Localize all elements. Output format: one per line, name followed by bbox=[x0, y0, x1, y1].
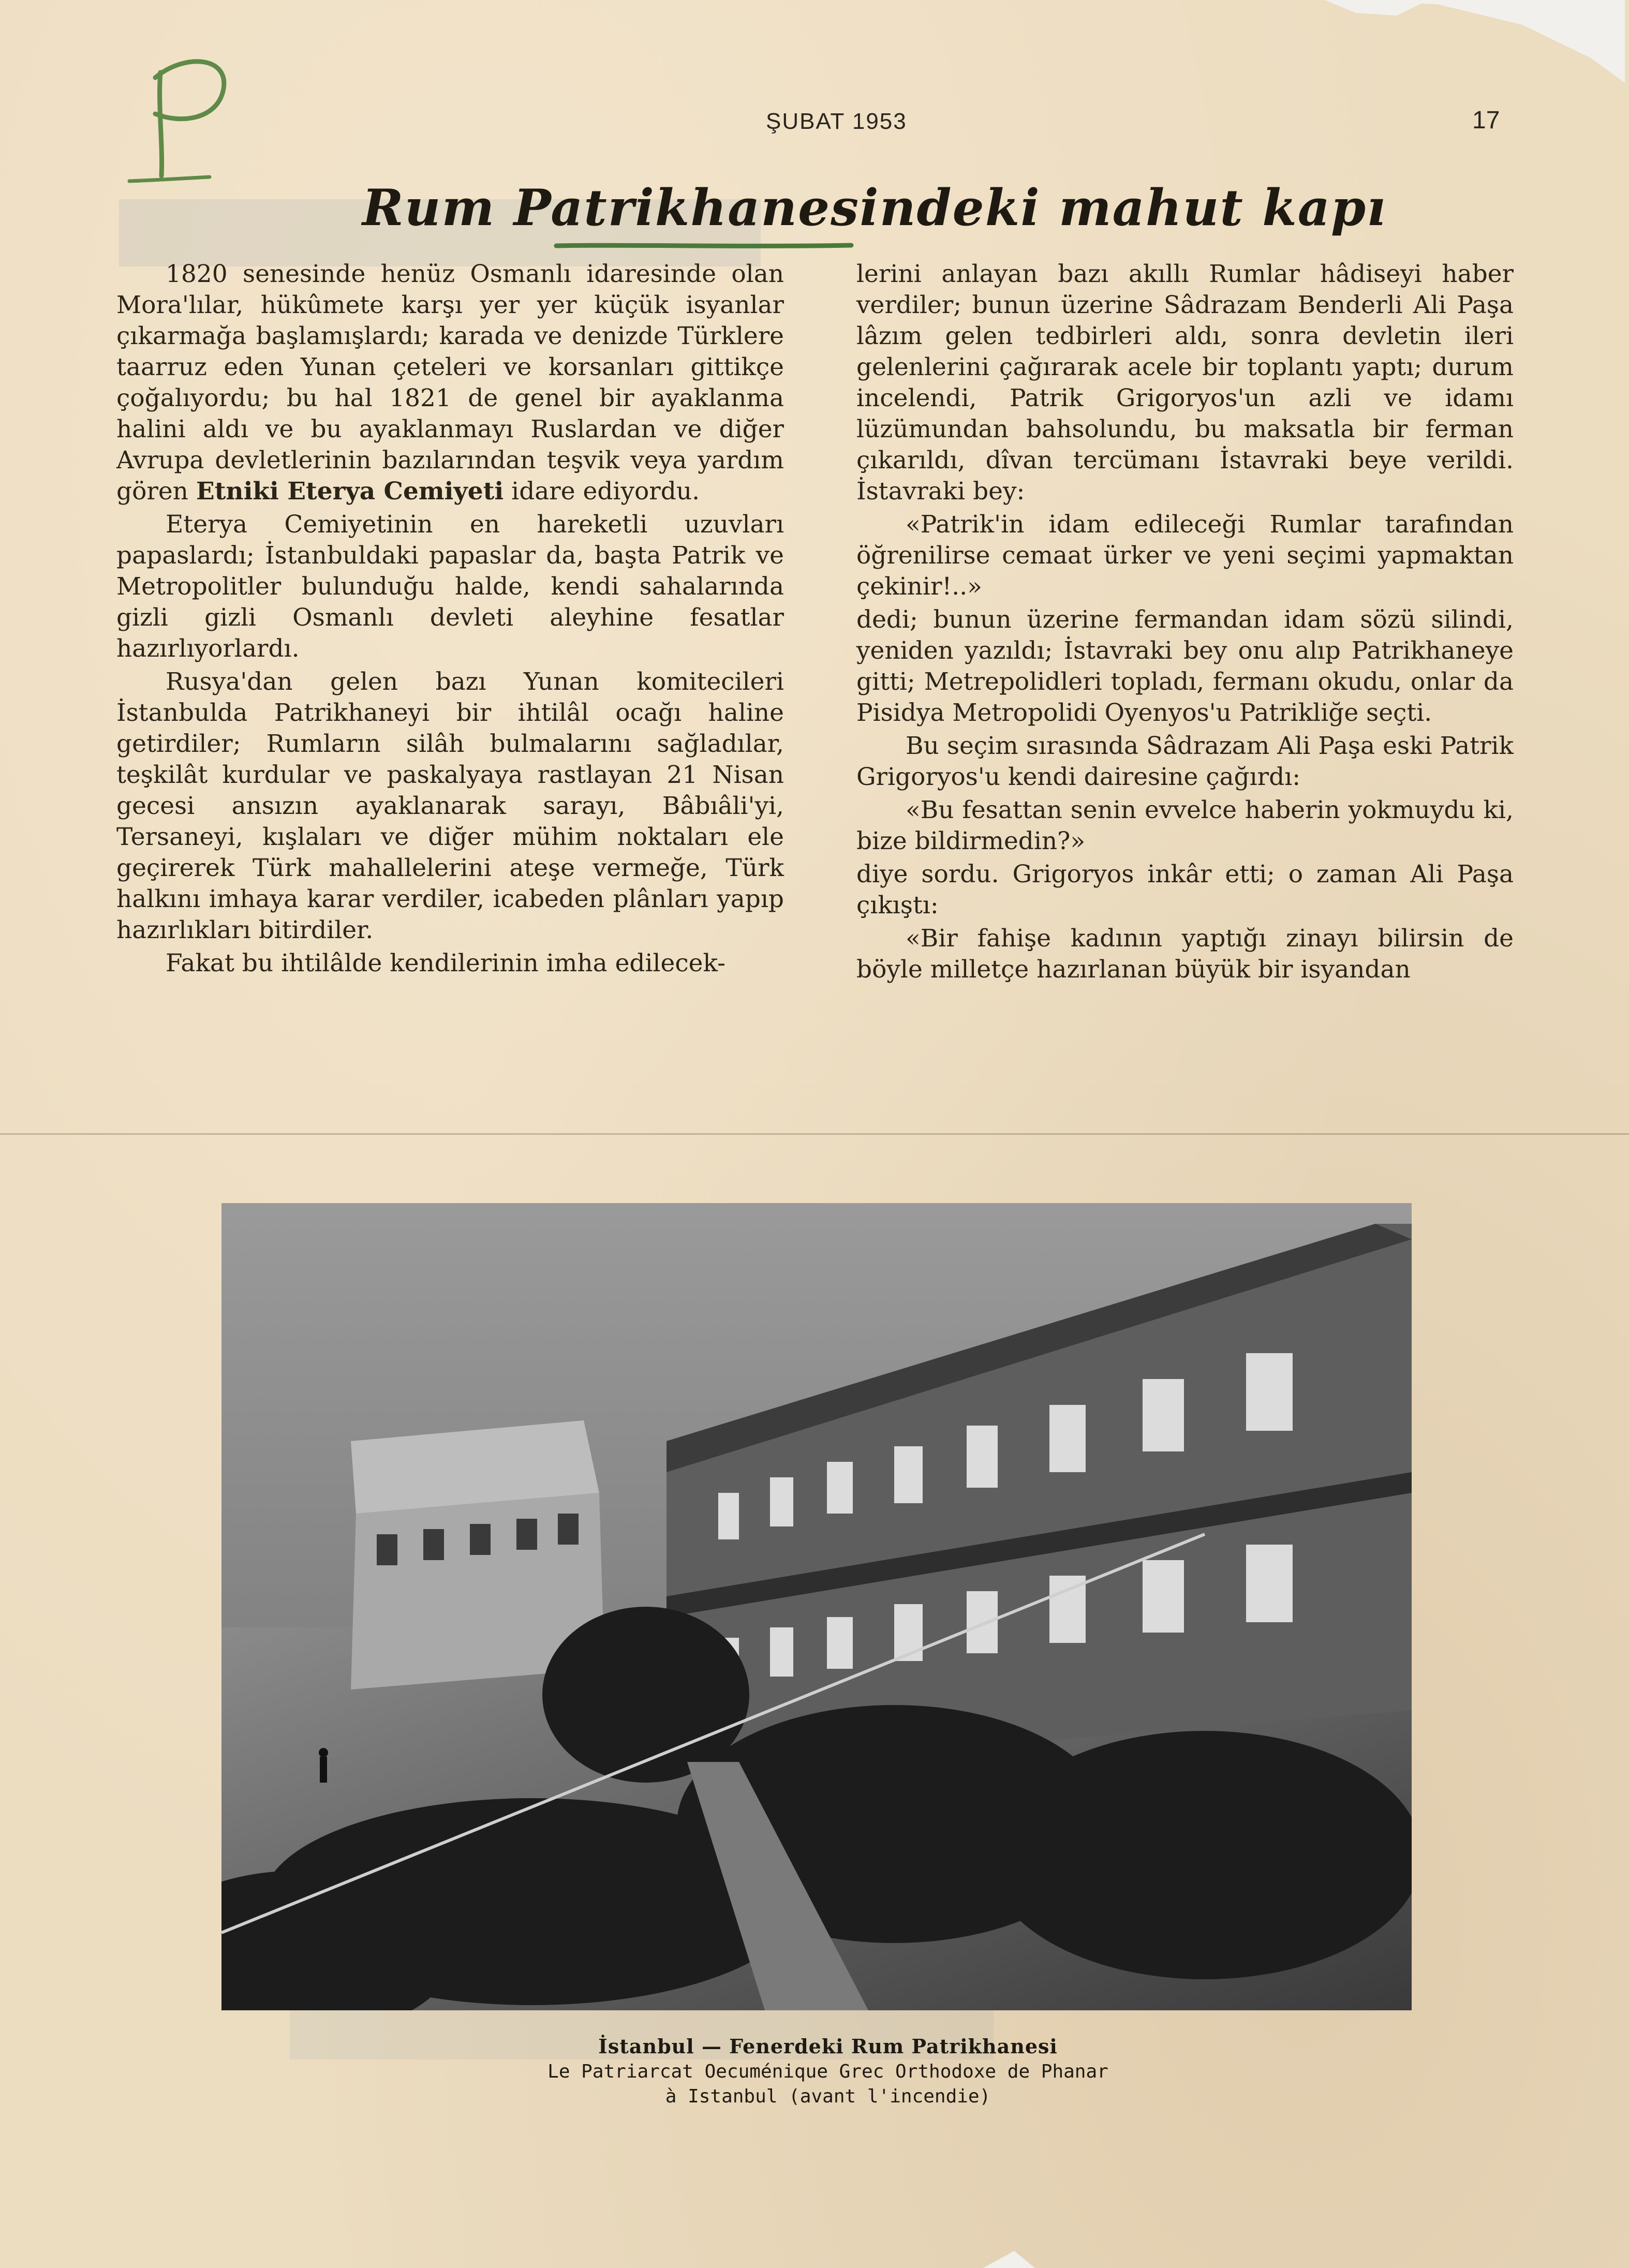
photo-caption bbox=[414, 2034, 1242, 2109]
caption-title: İstanbul — Fenerdeki Rum Patrikhanesi bbox=[598, 2035, 1058, 2058]
right-column-paragraph bbox=[856, 859, 1514, 921]
paragraph-text: diye sordu. Grigoryos inkâr etti; o zaman Ali Paşa çıkıştı: bbox=[856, 860, 1514, 920]
left-column-paragraph bbox=[116, 509, 784, 664]
fold-line bbox=[0, 1133, 1629, 1135]
paragraph-text: dedi; bunun üzerine fermandan idam sözü silindi, yeniden yazıldı; İstavraki bey onu alıp Patrikhaneye gitti; Metrepolidleri topladı, fermanı okudu, onlar da Pisidya Metropolidi Oyenyos'u Patrikliğe seçti. bbox=[856, 605, 1514, 727]
right-column-paragraph bbox=[856, 509, 1514, 602]
patriarchate-photo bbox=[221, 1203, 1412, 2010]
green-pencil-underline bbox=[554, 242, 854, 249]
left-column-paragraph bbox=[116, 259, 784, 507]
article-column-right bbox=[856, 259, 1514, 987]
paragraph-text: Eterya Cemiyetinin en hareketli uzuvları papaslardı; İstanbuldaki papaslar da, başta Patrik ve Metropolitler bulunduğu halde, kendi sahalarında gizli gizli Osmanlı devleti aleyhine fesatlar hazırlıyorlardı. bbox=[116, 510, 784, 663]
paragraph-text: Bu seçim sırasında Sâdrazam Ali Paşa eski Patrik Grigoryos'u kendi dairesine çağırdı: bbox=[856, 732, 1514, 791]
handwritten-mark-p bbox=[124, 41, 248, 197]
right-column-paragraph bbox=[856, 259, 1514, 507]
photo-illustration bbox=[221, 1203, 1412, 2010]
caption-french-line2: à Istanbul (avant l'incendie) bbox=[665, 2086, 991, 2107]
issue-date: ŞUBAT 1953 bbox=[766, 109, 907, 134]
article-title: Rum Patrikhanesindeki mahut kapı bbox=[362, 179, 1387, 237]
left-column-paragraph bbox=[116, 948, 784, 979]
paragraph-text: «Patrik'in idam edileceği Rumlar tarafından öğrenilirse cemaat ürker ve yeni seçimi yapmaktan çekinir!..» bbox=[856, 510, 1514, 601]
left-column-paragraph bbox=[116, 666, 784, 946]
right-column-paragraph bbox=[856, 731, 1514, 793]
bold-term: Etniki Eterya Cemiyeti bbox=[196, 477, 504, 506]
article-column-left bbox=[116, 259, 784, 981]
paragraph-text: «Bir fahişe kadının yaptığı zinayı bilirsin de böyle milletçe hazırlanan büyük bir isyandan bbox=[856, 924, 1514, 984]
page-number: 17 bbox=[1472, 107, 1500, 134]
paragraph-text: «Bu fesattan senin evvelce haberin yokmuydu ki, bize bildirmedin?» bbox=[856, 796, 1514, 855]
paragraph-text: Rusya'dan gelen bazı Yunan komitecileri İstanbulda Patrikhaneyi bir ihtilâl ocağı haline getirdiler; Rumların silâh bulmalarını sağladılar, teşkilât kurdular ve paskalyaya rastlayan 21 Nisan gecesi ansızın ayaklanarak sarayı, Bâbıâli'yi, Tersaneyi, kışlaları ve diğer mühim noktaları ele geçirerek Türk mahallelerini ateşe vermeğe, Türk halkını imhaya karar verdiler, icabeden plânları yapıp hazırlıkları bitirdiler. bbox=[116, 668, 784, 944]
caption-french-line1: Le Patriarcat Oecuménique Grec Orthodoxe de Phanar bbox=[547, 2061, 1108, 2082]
right-column-paragraph bbox=[856, 795, 1514, 857]
right-column-paragraph bbox=[856, 923, 1514, 985]
right-column-paragraph bbox=[856, 604, 1514, 729]
paragraph-text: Fakat bu ihtilâlde kendilerinin imha edilecek- bbox=[166, 949, 726, 977]
paragraph-text: idare ediyordu. bbox=[503, 477, 700, 506]
paragraph-text: 1820 senesinde henüz Osmanlı idaresinde olan Mora'lılar, hükûmete karşı yer yer küçük isyanlar çıkarmağa başlamışlardı; karada ve denizde Türklere taarruz eden Yunan çeteleri ve korsanları gittikçe çoğalıyordu; bu hal 1821 de genel bir ayaklanma halini aldı ve bu ayaklanmayı Ruslardan ve diğer Avrupa devletlerinin bazılarından teşvik veya yardım gören bbox=[116, 260, 784, 506]
paragraph-text: lerini anlayan bazı akıllı Rumlar hâdiseyi haber verdiler; bunun üzerine Sâdrazam Benderli Ali Paşa lâzım gelen tedbirleri aldı, sonra devletin ileri gelenlerini çağırarak acele bir toplantı yaptı; durum incelendi, Patrik Grigoryos'un azli ve idamı lüzümundan bahsolundu, bu maksatla bir ferman çıkarıldı, dîvan tercümanı İstavraki beye verildi. İstavraki bey: bbox=[856, 260, 1514, 506]
